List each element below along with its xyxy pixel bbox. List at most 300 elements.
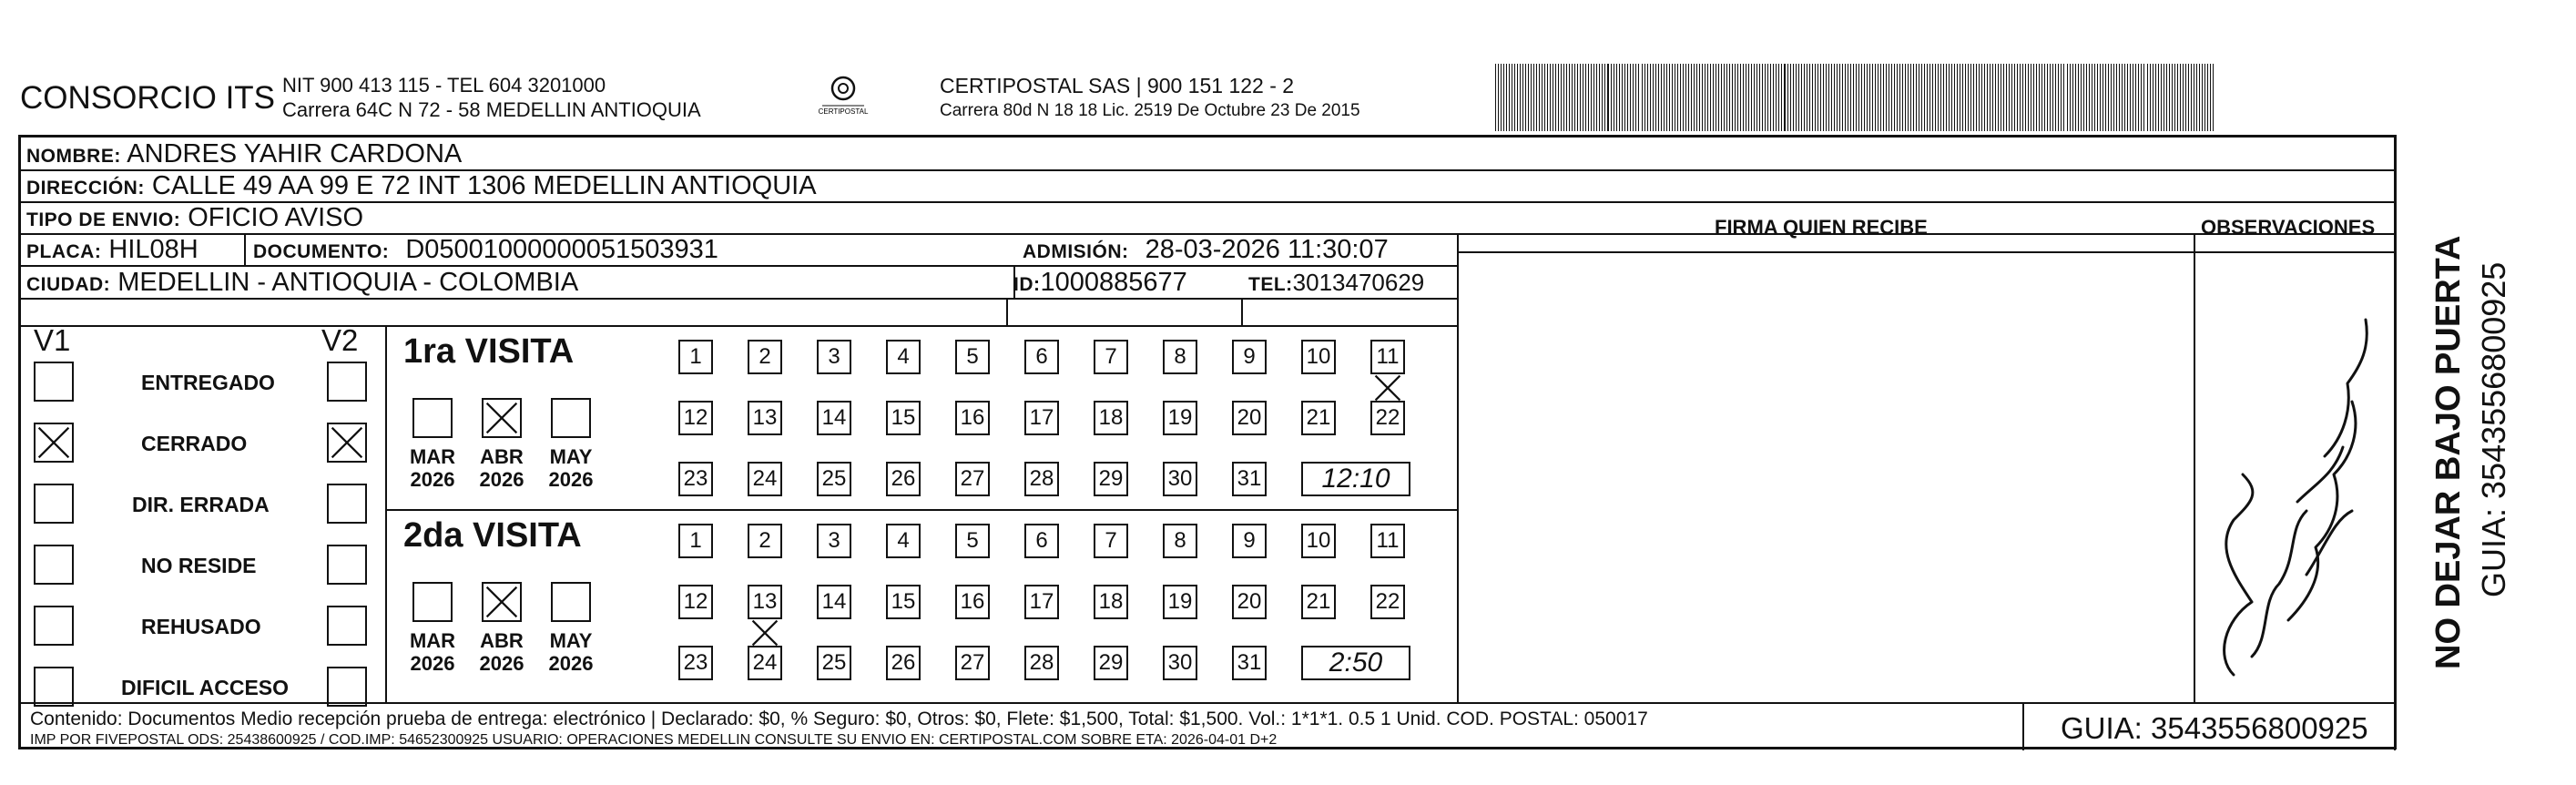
- barcode-bar: [1867, 64, 1868, 131]
- barcode-bar: [1869, 64, 1870, 131]
- v2-checkbox[interactable]: [327, 667, 367, 707]
- company-name: CONSORCIO ITS: [20, 80, 276, 116]
- day-box[interactable]: 17: [1024, 401, 1059, 435]
- day-box[interactable]: 28: [1024, 462, 1059, 496]
- barcode-bar: [1787, 64, 1788, 131]
- v1-checkbox[interactable]: [34, 606, 74, 646]
- barcode-bar: [2191, 64, 2192, 131]
- barcode-bar: [1624, 64, 1625, 131]
- day-box[interactable]: 26: [886, 462, 921, 496]
- day-box[interactable]: 16: [955, 401, 990, 435]
- barcode-bar: [1533, 64, 1534, 131]
- barcode-bar: [1979, 64, 1980, 131]
- barcode-bar: [1558, 64, 1559, 131]
- barcode-bar: [1834, 64, 1835, 131]
- barcode-bar: [1796, 64, 1797, 131]
- barcode-bar: [2204, 64, 2205, 131]
- company-info: [282, 73, 701, 122]
- day-box[interactable]: 9: [1232, 340, 1267, 374]
- day-box[interactable]: 27: [955, 646, 990, 680]
- barcode-bar: [1633, 64, 1634, 131]
- barcode-bar: [1759, 64, 1760, 131]
- barcode-bar: [2174, 64, 2175, 131]
- barcode-bar: [2207, 64, 2208, 131]
- delivery-form: [18, 135, 2397, 749]
- day-box[interactable]: 27: [955, 462, 990, 496]
- day-box[interactable]: 7: [1094, 340, 1128, 374]
- barcode-bar: [1957, 64, 1958, 131]
- barcode-bar: [1935, 64, 1936, 131]
- barcode-bar: [1823, 64, 1824, 131]
- day-box[interactable]: 8: [1163, 340, 1197, 374]
- barcode-bar: [1685, 64, 1686, 131]
- barcode-bar: [1604, 64, 1605, 131]
- month-checkbox[interactable]: [551, 582, 591, 622]
- barcode-bar: [1826, 64, 1827, 131]
- tipo-envio-label: TIPO DE ENVIO:: [26, 209, 181, 230]
- barcode-bar: [1981, 64, 1982, 131]
- barcode-bar: [1820, 64, 1821, 131]
- day-box[interactable]: 31: [1232, 462, 1267, 496]
- barcode-bar: [1495, 64, 1496, 131]
- barcode-bar: [1566, 64, 1567, 131]
- day-box[interactable]: 12: [678, 401, 713, 435]
- footer-guia: GUIA: 3543556800925: [2061, 711, 2368, 745]
- month-checkbox[interactable]: [412, 582, 453, 622]
- barcode-bar: [1781, 64, 1782, 131]
- day-box[interactable]: 19: [1163, 585, 1197, 619]
- day-box[interactable]: 2: [748, 524, 782, 558]
- placa-label: PLACA:: [26, 241, 102, 262]
- v2-checkbox[interactable]: [327, 606, 367, 646]
- day-box[interactable]: 30: [1163, 462, 1197, 496]
- barcode-bar: [2138, 64, 2139, 131]
- barcode-bar: [2185, 64, 2186, 131]
- barcode-bar: [1864, 64, 1865, 131]
- day-box[interactable]: 10: [1301, 340, 1336, 374]
- barcode-bar: [1721, 64, 1722, 131]
- day-x-mark: [1372, 372, 1403, 403]
- v2-checkbox[interactable]: [327, 484, 367, 524]
- day-box[interactable]: 2: [748, 340, 782, 374]
- barcode-bar: [2052, 64, 2053, 131]
- barcode-bar: [1929, 64, 1930, 131]
- barcode-bar: [1642, 64, 1643, 131]
- check-x-mark: [36, 424, 72, 461]
- day-box[interactable]: 9: [1232, 524, 1267, 558]
- month-name: ABR: [480, 629, 524, 652]
- day-box[interactable]: 3: [817, 340, 851, 374]
- barcode-bar: [1611, 64, 1612, 131]
- month-label: [542, 445, 600, 491]
- barcode-bar: [1635, 64, 1636, 131]
- day-box[interactable]: 30: [1163, 646, 1197, 680]
- v1-checkbox[interactable]: [34, 362, 74, 402]
- day-box[interactable]: 19: [1163, 401, 1197, 435]
- admision-label: ADMISIÓN:: [1023, 241, 1129, 262]
- barcode-bar: [2199, 64, 2200, 131]
- day-box[interactable]: 20: [1232, 401, 1267, 435]
- barcode-bar: [1992, 64, 1993, 131]
- month-checkbox[interactable]: [551, 398, 591, 438]
- barcode-bar: [1740, 64, 1741, 131]
- barcode-bar: [1577, 64, 1578, 131]
- barcode-bar: [1664, 64, 1665, 131]
- barcode-bar: [2161, 64, 2162, 131]
- status-label: DIFICIL ACCESO: [121, 676, 290, 699]
- barcode-bar: [1842, 64, 1843, 131]
- barcode-bar: [2089, 64, 2090, 131]
- certipostal-logo: [815, 73, 871, 118]
- barcode-bar: [1943, 64, 1944, 131]
- day-box[interactable]: 6: [1024, 340, 1059, 374]
- barcode-bar: [1619, 64, 1620, 131]
- barcode-bar: [1921, 64, 1922, 131]
- barcode-bar: [1555, 64, 1556, 131]
- day-box[interactable]: 14: [817, 401, 851, 435]
- barcode-bar: [2033, 64, 2034, 131]
- day-box[interactable]: 3: [817, 524, 851, 558]
- month-checkbox[interactable]: [482, 398, 522, 438]
- v2-label: V2: [321, 323, 359, 357]
- barcode-bar: [1858, 64, 1859, 131]
- barcode-bar: [2143, 64, 2144, 131]
- month-year: 2026: [410, 652, 455, 675]
- barcode-bar: [1784, 64, 1786, 131]
- barcode-bar: [2188, 64, 2189, 131]
- month-name: ABR: [480, 445, 524, 468]
- barcode-bar: [1765, 64, 1766, 131]
- barcode-bar: [1962, 64, 1963, 131]
- status-label: ENTREGADO: [141, 371, 275, 394]
- barcode-bar: [1539, 64, 1540, 131]
- barcode-bar: [2039, 64, 2040, 131]
- barcode-bar: [1732, 64, 1733, 131]
- barcode-bar: [1837, 64, 1838, 131]
- barcode-bar: [1607, 64, 1609, 131]
- month-year: 2026: [548, 468, 594, 491]
- barcode-bar: [2202, 64, 2203, 131]
- barcode-bar: [1658, 64, 1659, 131]
- ciudad-field: [26, 268, 578, 300]
- day-box[interactable]: 15: [886, 401, 921, 435]
- v1-checkbox[interactable]: [34, 545, 74, 585]
- day-box[interactable]: 8: [1163, 524, 1197, 558]
- day-box[interactable]: 5: [955, 524, 990, 558]
- v2-checkbox[interactable]: [327, 545, 367, 585]
- barcode-bar: [1751, 64, 1752, 131]
- barcode-bar: [1622, 64, 1623, 131]
- barcode-bar: [2067, 64, 2068, 131]
- barcode-bar: [2083, 64, 2084, 131]
- day-box[interactable]: 12: [678, 585, 713, 619]
- day-box[interactable]: 25: [817, 462, 851, 496]
- barcode-bar: [1680, 64, 1681, 131]
- barcode-bar: [1561, 64, 1562, 131]
- day-box[interactable]: 29: [1094, 646, 1128, 680]
- day-box[interactable]: 18: [1094, 401, 1128, 435]
- barcode-bar: [1998, 64, 1999, 131]
- side-notice: NO DEJAR BAJO PUERTA: [2429, 235, 2468, 669]
- barcode-bar: [1968, 64, 1969, 131]
- barcode-bar: [2086, 64, 2087, 131]
- ciudad-label: CIUDAD:: [26, 274, 111, 295]
- barcode-bar: [2100, 64, 2101, 131]
- barcode-bar: [1949, 64, 1950, 131]
- direccion-value: CALLE 49 AA 99 E 72 INT 1306 MEDELLIN ANTIOQUIA: [151, 171, 817, 200]
- barcode-bar: [2183, 64, 2184, 131]
- barcode-bar: [1815, 64, 1816, 131]
- barcode-bar: [1661, 64, 1662, 131]
- barcode-bar: [1899, 64, 1900, 131]
- admision-field: [1023, 235, 1389, 267]
- barcode-bar: [1853, 64, 1854, 131]
- month-name: MAR: [409, 629, 456, 652]
- barcode-bar: [2172, 64, 2173, 131]
- barcode-bar: [1798, 64, 1799, 131]
- barcode-bar: [1804, 64, 1805, 131]
- documento-label: DOCUMENTO:: [253, 241, 390, 262]
- barcode-bar: [2063, 64, 2064, 131]
- barcode-bar: [1599, 64, 1600, 131]
- day-box[interactable]: 24: [748, 646, 782, 680]
- day-box[interactable]: 14: [817, 585, 851, 619]
- barcode-bar: [1509, 64, 1510, 131]
- day-box[interactable]: 11: [1370, 524, 1405, 558]
- barcode-bar: [2003, 64, 2004, 131]
- day-box[interactable]: 29: [1094, 462, 1128, 496]
- barcode-bar: [2177, 64, 2178, 131]
- barcode-bar: [1713, 64, 1714, 131]
- barcode-bar: [1951, 64, 1952, 131]
- barcode-bar: [1729, 64, 1730, 131]
- day-box[interactable]: 22: [1370, 585, 1405, 619]
- barcode: [1495, 64, 2219, 131]
- id-label: ID:: [1013, 274, 1041, 295]
- barcode-bar: [1984, 64, 1985, 131]
- side-guia: GUIA: 3543556800925: [2475, 261, 2512, 597]
- barcode-bar: [1525, 64, 1526, 131]
- barcode-bar: [1501, 64, 1502, 131]
- barcode-bar: [1932, 64, 1933, 131]
- barcode-bar: [2122, 64, 2123, 131]
- day-box[interactable]: 21: [1301, 585, 1336, 619]
- barcode-bar: [1593, 64, 1594, 131]
- day-box[interactable]: 10: [1301, 524, 1336, 558]
- barcode-bar: [1743, 64, 1744, 131]
- barcode-bar: [2105, 64, 2106, 131]
- day-box[interactable]: 28: [1024, 646, 1059, 680]
- barcode-bar: [2022, 64, 2023, 131]
- barcode-bar: [2210, 64, 2211, 131]
- barcode-bar: [1528, 64, 1529, 131]
- barcode-bar: [2072, 64, 2073, 131]
- barcode-bar: [1756, 64, 1757, 131]
- barcode-bar: [1817, 64, 1818, 131]
- barcode-bar: [1778, 64, 1779, 131]
- barcode-bar: [1990, 64, 1991, 131]
- barcode-bar: [1666, 64, 1667, 131]
- month-year: 2026: [548, 652, 594, 675]
- barcode-bar: [1883, 64, 1884, 131]
- barcode-bar: [1954, 64, 1955, 131]
- barcode-bar: [1748, 64, 1749, 131]
- day-box[interactable]: 13: [748, 585, 782, 619]
- v2-checkbox[interactable]: [327, 423, 367, 463]
- barcode-bar: [1707, 64, 1708, 131]
- barcode-bar: [1702, 64, 1703, 131]
- day-box[interactable]: 23: [678, 462, 713, 496]
- barcode-bar: [2025, 64, 2026, 131]
- barcode-bar: [2011, 64, 2012, 131]
- v1-checkbox[interactable]: [34, 423, 74, 463]
- tel-value: 3013470629: [1292, 269, 1425, 296]
- month-label: [403, 445, 462, 491]
- day-box[interactable]: 17: [1024, 585, 1059, 619]
- barcode-bar: [2047, 64, 2048, 131]
- footer-imp: IMP POR FIVEPOSTAL ODS: 25438600925 / COD.IMP: 54652300925 USUARIO: OPERACIONES MEDELLIN CONSULTE SU ENVIO EN: CERTIPOSTAL.COM SOBRE ETA: 2026-04-01 D+2: [30, 732, 1278, 748]
- day-box[interactable]: 13: [748, 401, 782, 435]
- barcode-bar: [2119, 64, 2120, 131]
- barcode-bar: [2155, 64, 2156, 131]
- v1-checkbox[interactable]: [34, 484, 74, 524]
- barcode-bar: [1965, 64, 1966, 131]
- certipostal-nit: CERTIPOSTAL SAS | 900 151 122 - 2: [940, 74, 1295, 97]
- barcode-bar: [1973, 64, 1974, 131]
- barcode-bar: [1531, 64, 1532, 131]
- barcode-bar: [2127, 64, 2128, 131]
- barcode-bar: [1585, 64, 1586, 131]
- barcode-bar: [1793, 64, 1794, 131]
- barcode-bar: [1574, 64, 1575, 131]
- day-box[interactable]: 25: [817, 646, 851, 680]
- day-box[interactable]: 6: [1024, 524, 1059, 558]
- direccion-row: [26, 171, 817, 203]
- barcode-bar: [1938, 64, 1939, 131]
- month-checkbox[interactable]: [482, 582, 522, 622]
- check-x-mark: [329, 424, 365, 461]
- barcode-bar: [1916, 64, 1917, 131]
- tipo-envio-value: OFICIO AVISO: [188, 203, 364, 232]
- barcode-bar: [2097, 64, 2098, 131]
- day-box[interactable]: 16: [955, 585, 990, 619]
- barcode-bar: [1927, 64, 1928, 131]
- v1-checkbox[interactable]: [34, 667, 74, 707]
- check-x-mark: [484, 584, 520, 620]
- day-box[interactable]: 20: [1232, 585, 1267, 619]
- day-box[interactable]: 22: [1370, 401, 1405, 435]
- day-box[interactable]: 7: [1094, 524, 1128, 558]
- barcode-bar: [2116, 64, 2117, 131]
- barcode-bar: [1569, 64, 1570, 131]
- barcode-bar: [2009, 64, 2010, 131]
- day-box[interactable]: 1: [678, 340, 713, 374]
- month-year: 2026: [410, 468, 455, 491]
- barcode-bar: [1886, 64, 1887, 131]
- nombre-value: ANDRES YAHIR CARDONA: [127, 139, 463, 168]
- day-box[interactable]: 23: [678, 646, 713, 680]
- barcode-bar: [1522, 64, 1523, 131]
- barcode-bar: [1536, 64, 1537, 131]
- barcode-bar: [1630, 64, 1631, 131]
- month-label: [403, 629, 462, 675]
- day-box[interactable]: 5: [955, 340, 990, 374]
- barcode-bar: [2017, 64, 2018, 131]
- barcode-bar: [1880, 64, 1881, 131]
- barcode-bar: [1845, 64, 1846, 131]
- day-box[interactable]: 4: [886, 340, 921, 374]
- day-box[interactable]: 18: [1094, 585, 1128, 619]
- barcode-bar: [1591, 64, 1592, 131]
- barcode-bar: [1737, 64, 1738, 131]
- barcode-bar: [1550, 64, 1551, 131]
- barcode-bar: [2141, 64, 2142, 131]
- documento-value: D05001000000051503931: [405, 235, 718, 264]
- barcode-bar: [1596, 64, 1597, 131]
- day-box[interactable]: 15: [886, 585, 921, 619]
- day-box[interactable]: 11: [1370, 340, 1405, 374]
- barcode-bar: [2169, 64, 2170, 131]
- barcode-bar: [1691, 64, 1692, 131]
- visit-time: 12:10: [1301, 462, 1410, 496]
- barcode-bar: [2014, 64, 2015, 131]
- firma-header: FIRMA QUIEN RECIBE: [1715, 216, 1928, 239]
- barcode-bar: [1710, 64, 1711, 131]
- company-nit: NIT 900 413 115 - TEL 604 3201000: [282, 74, 606, 97]
- month-checkbox[interactable]: [412, 398, 453, 438]
- month-name: MAY: [549, 445, 593, 468]
- barcode-bar: [1563, 64, 1564, 131]
- barcode-bar: [1831, 64, 1832, 131]
- barcode-bar: [2078, 64, 2079, 131]
- barcode-bar: [2147, 64, 2148, 131]
- barcode-bar: [1718, 64, 1719, 131]
- barcode-bar: [2108, 64, 2109, 131]
- day-box[interactable]: 31: [1232, 646, 1267, 680]
- barcode-bar: [2028, 64, 2029, 131]
- tel-field: [1248, 268, 1424, 300]
- barcode-bar: [1588, 64, 1589, 131]
- day-box[interactable]: 24: [748, 462, 782, 496]
- v2-checkbox[interactable]: [327, 362, 367, 402]
- barcode-bar: [1506, 64, 1507, 131]
- barcode-bar: [2061, 64, 2062, 131]
- direccion-label: DIRECCIÓN:: [26, 178, 145, 199]
- barcode-bar: [1924, 64, 1925, 131]
- barcode-bar: [1875, 64, 1876, 131]
- barcode-bar: [1902, 64, 1903, 131]
- company-address: Carrera 64C N 72 - 58 MEDELLIN ANTIOQUIA: [282, 98, 701, 121]
- month-year: 2026: [479, 652, 524, 675]
- day-box[interactable]: 26: [886, 646, 921, 680]
- barcode-bar: [1790, 64, 1791, 131]
- barcode-bar: [1970, 64, 1971, 131]
- day-box[interactable]: 21: [1301, 401, 1336, 435]
- barcode-bar: [1683, 64, 1684, 131]
- day-box[interactable]: 4: [886, 524, 921, 558]
- barcode-bar: [2050, 64, 2051, 131]
- v1-label: V1: [34, 323, 71, 357]
- barcode-bar: [1580, 64, 1581, 131]
- barcode-bar: [1762, 64, 1763, 131]
- barcode-bar: [2111, 64, 2112, 131]
- ciudad-value: MEDELLIN - ANTIOQUIA - COLOMBIA: [117, 268, 579, 297]
- barcode-bar: [2113, 64, 2114, 131]
- barcode-bar: [2044, 64, 2045, 131]
- barcode-bar: [1542, 64, 1543, 131]
- day-box[interactable]: 1: [678, 524, 713, 558]
- day-x-mark: [749, 617, 780, 648]
